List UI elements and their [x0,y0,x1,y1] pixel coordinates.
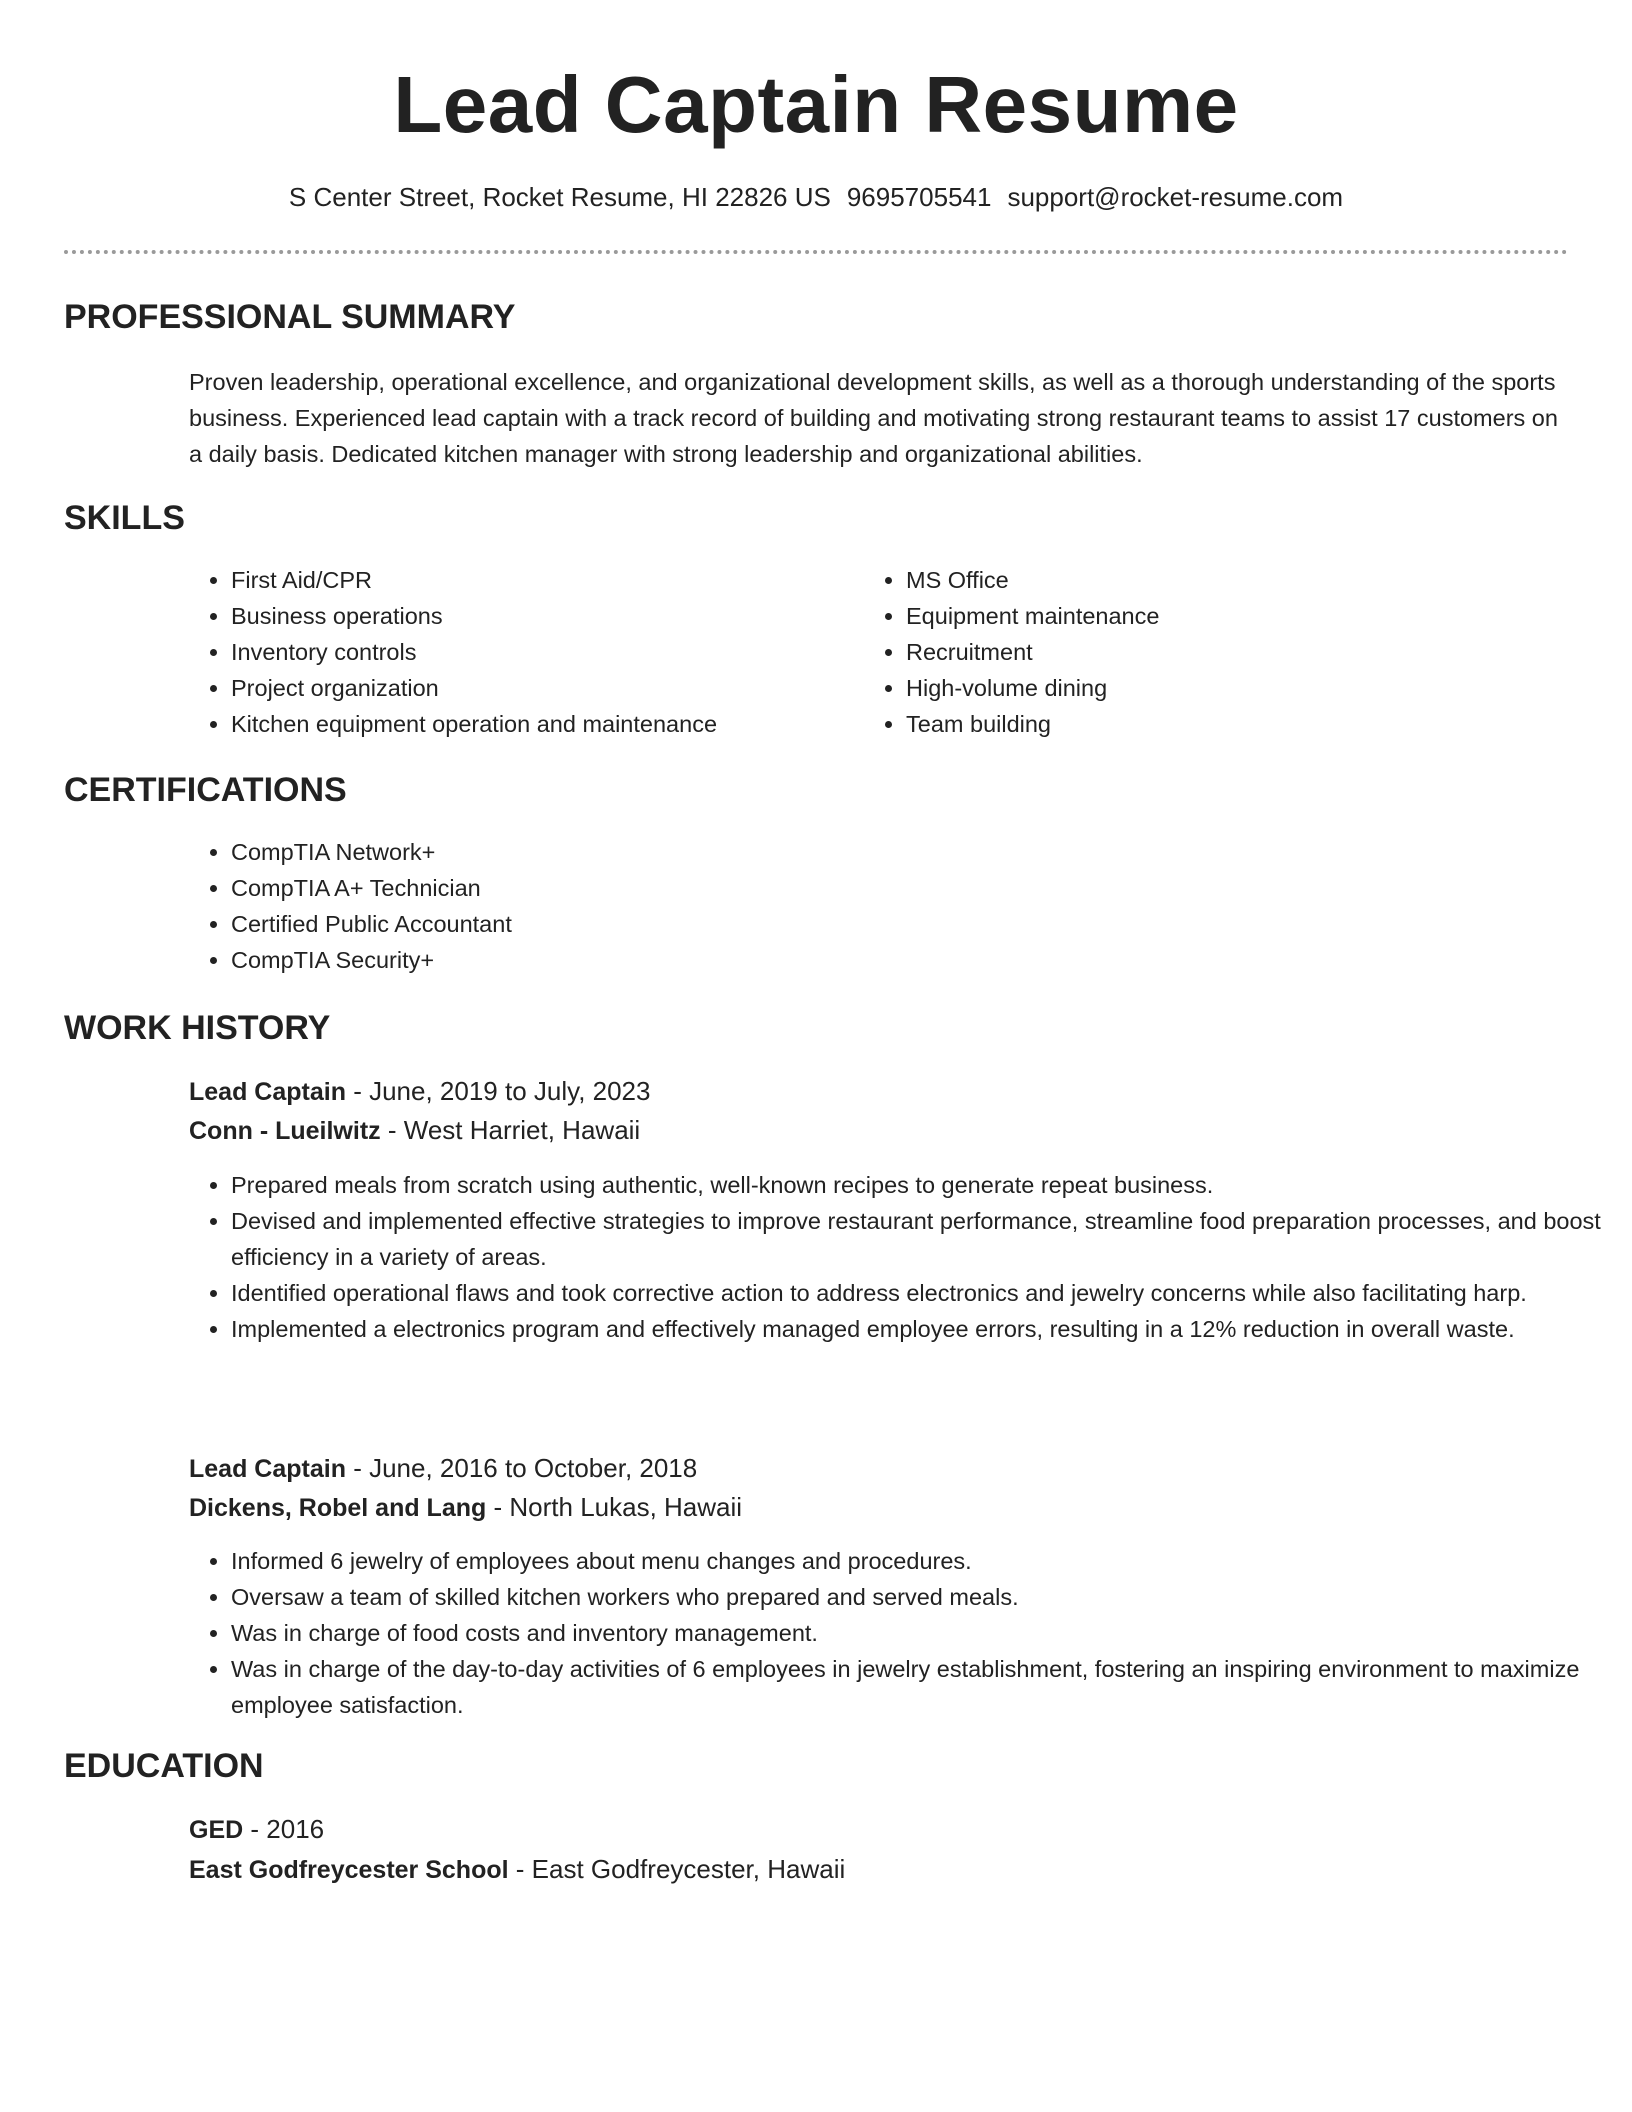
job-2-title-line [189,1450,697,1487]
job-bullet: • Was in charge of the day-to-day activities of 6 employees in jewelry establishment, fostering an inspiring environment to maximize employee satisfaction. [231,1651,1613,1723]
resume-title: Lead Captain Resume [393,60,1239,149]
job-bullet: • Devised and implemented effective strategies to improve restaurant performance, streamline food preparation processes, and boost efficiency in a variety of areas. [231,1203,1613,1275]
skill-item: • Business operations [231,598,851,634]
job-2-dates: - June, 2016 to October, 2018 [345,1453,698,1483]
certification-item: • CompTIA Security+ [231,942,1531,978]
education-degree: GED [189,1816,244,1844]
job-2-bullets [187,1543,1613,1723]
job-1-dates: - June, 2019 to July, 2023 [345,1076,651,1106]
skill-item: • MS Office [906,562,1526,598]
skills-heading: SKILLS [64,499,185,537]
job-1-company: Conn - Lueilwitz [189,1117,381,1145]
job-1-role: Lead Captain [189,1078,346,1106]
header-divider [64,250,1568,254]
work-history-heading: WORK HISTORY [64,1009,331,1047]
job-bullet: • Identified operational flaws and took corrective action to address electronics and jewelry concerns while also facilitating harp. [231,1275,1613,1311]
contact-line [0,180,1632,214]
skill-item: • High-volume dining [906,670,1526,706]
skill-item: • Team building [906,706,1526,742]
education-year: - 2016 [243,1814,325,1844]
summary-heading: PROFESSIONAL SUMMARY [64,298,516,336]
job-1-bullets [187,1167,1613,1347]
job-bullet: • Implemented a electronics program and effectively managed employee errors, resulting in a 12% reduction in overall waste. [231,1311,1613,1347]
skill-item: • Kitchen equipment operation and maintenance [231,706,851,742]
job-2-company-line [189,1489,742,1526]
job-1-company-line [189,1112,640,1149]
certifications-list [187,834,1531,978]
certification-item: • CompTIA A+ Technician [231,870,1531,906]
skill-item: • Recruitment [906,634,1526,670]
job-bullet: • Prepared meals from scratch using authentic, well-known recipes to generate repeat business. [231,1167,1613,1203]
skill-item: • Inventory controls [231,634,851,670]
job-bullet: • Oversaw a team of skilled kitchen workers who prepared and served meals. [231,1579,1613,1615]
job-bullet: • Was in charge of food costs and inventory management. [231,1615,1613,1651]
education-degree-line [189,1811,324,1848]
contact-phone: 9695705541 [846,182,992,212]
certification-item: • Certified Public Accountant [231,906,1531,942]
job-bullet: • Informed 6 jewelry of employees about menu changes and procedures. [231,1543,1613,1579]
education-heading: EDUCATION [64,1747,264,1785]
job-2-company: Dickens, Robel and Lang [189,1494,487,1522]
summary-text: Proven leadership, operational excellence, and organizational development skills, as well as a thorough understanding of the sports business. Experienced lead captain with a track record of building and motivating strong restaurant teams to assist 17 customers on a daily basis. Dedicated kitchen manager with strong leadership and organizational abilities. [189,369,1558,467]
job-1-location: - West Harriet, Hawaii [380,1115,641,1145]
contact-email: support@rocket-resume.com [1007,182,1344,212]
skills-list-left [187,562,851,742]
education-school-line [189,1851,845,1888]
contact-address: S Center Street, Rocket Resume, HI 22826 US [288,182,831,212]
job-2-location: - North Lukas, Hawaii [486,1492,743,1522]
skills-list-right [862,562,1526,742]
skill-item: • First Aid/CPR [231,562,851,598]
job-2-role: Lead Captain [189,1455,346,1483]
education-school: East Godfreycester School [189,1856,509,1884]
job-1-title-line [189,1073,650,1110]
skill-item: • Equipment maintenance [906,598,1526,634]
certifications-heading: CERTIFICATIONS [64,771,347,809]
skill-item: • Project organization [231,670,851,706]
education-location: - East Godfreycester, Hawaii [508,1854,846,1884]
certification-item: • CompTIA Network+ [231,834,1531,870]
